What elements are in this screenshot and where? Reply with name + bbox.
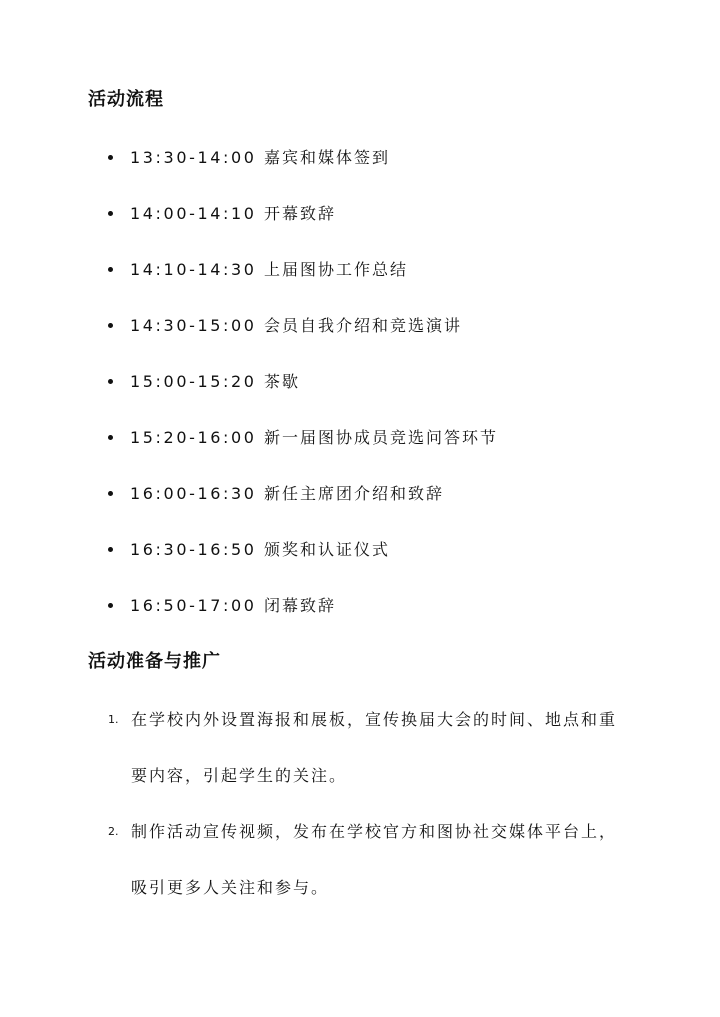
bullet-icon bbox=[108, 211, 113, 216]
schedule-activity: 会员自我介绍和竞选演讲 bbox=[264, 316, 463, 335]
schedule-time: 16:00-16:30 bbox=[130, 484, 257, 503]
bullet-icon bbox=[108, 491, 113, 496]
schedule-time: 13:30-14:00 bbox=[130, 148, 257, 167]
list-number: 1. bbox=[108, 713, 119, 726]
schedule-item bbox=[108, 482, 444, 506]
bullet-icon bbox=[108, 435, 113, 440]
section-title-prep: 活动准备与推广 bbox=[88, 651, 221, 672]
bullet-icon bbox=[108, 323, 113, 328]
schedule-activity: 开幕致辞 bbox=[264, 204, 337, 223]
schedule-item bbox=[108, 370, 300, 394]
bullet-icon bbox=[108, 267, 113, 272]
bullet-icon bbox=[108, 603, 113, 608]
bullet-icon bbox=[108, 547, 113, 552]
schedule-activity: 新一届图协成员竞选问答环节 bbox=[264, 428, 499, 447]
schedule-time: 16:30-16:50 bbox=[130, 540, 257, 559]
schedule-activity: 茶歇 bbox=[264, 372, 301, 391]
schedule-item bbox=[108, 538, 390, 562]
bullet-icon bbox=[108, 379, 113, 384]
schedule-item bbox=[108, 202, 336, 226]
schedule-item bbox=[108, 146, 390, 170]
list-item-text: 在学校内外设置海报和展板，宣传换届大会的时间、地点和重要内容，引起学生的关注。 bbox=[131, 710, 618, 785]
schedule-time: 14:30-15:00 bbox=[130, 316, 257, 335]
bullet-icon bbox=[108, 155, 113, 160]
schedule-time: 14:00-14:10 bbox=[130, 204, 257, 223]
schedule-activity: 上届图协工作总结 bbox=[264, 260, 409, 279]
schedule-activity: 颁奖和认证仪式 bbox=[264, 540, 391, 559]
schedule-time: 14:10-14:30 bbox=[130, 260, 257, 279]
schedule-activity: 闭幕致辞 bbox=[264, 596, 337, 615]
schedule-activity: 新任主席团介绍和致辞 bbox=[264, 484, 445, 503]
schedule-item bbox=[108, 426, 498, 450]
schedule-item bbox=[108, 594, 336, 618]
schedule-item bbox=[108, 258, 408, 282]
schedule-time: 15:00-15:20 bbox=[130, 372, 257, 391]
section-title-flow: 活动流程 bbox=[88, 89, 164, 110]
list-item-text: 制作活动宣传视频，发布在学校官方和图协社交媒体平台上，吸引更多人关注和参与。 bbox=[131, 822, 618, 897]
schedule-item bbox=[108, 314, 462, 338]
list-number: 2. bbox=[108, 825, 119, 838]
schedule-time: 15:20-16:00 bbox=[130, 428, 257, 447]
schedule-time: 16:50-17:00 bbox=[130, 596, 257, 615]
schedule-activity: 嘉宾和媒体签到 bbox=[264, 148, 391, 167]
